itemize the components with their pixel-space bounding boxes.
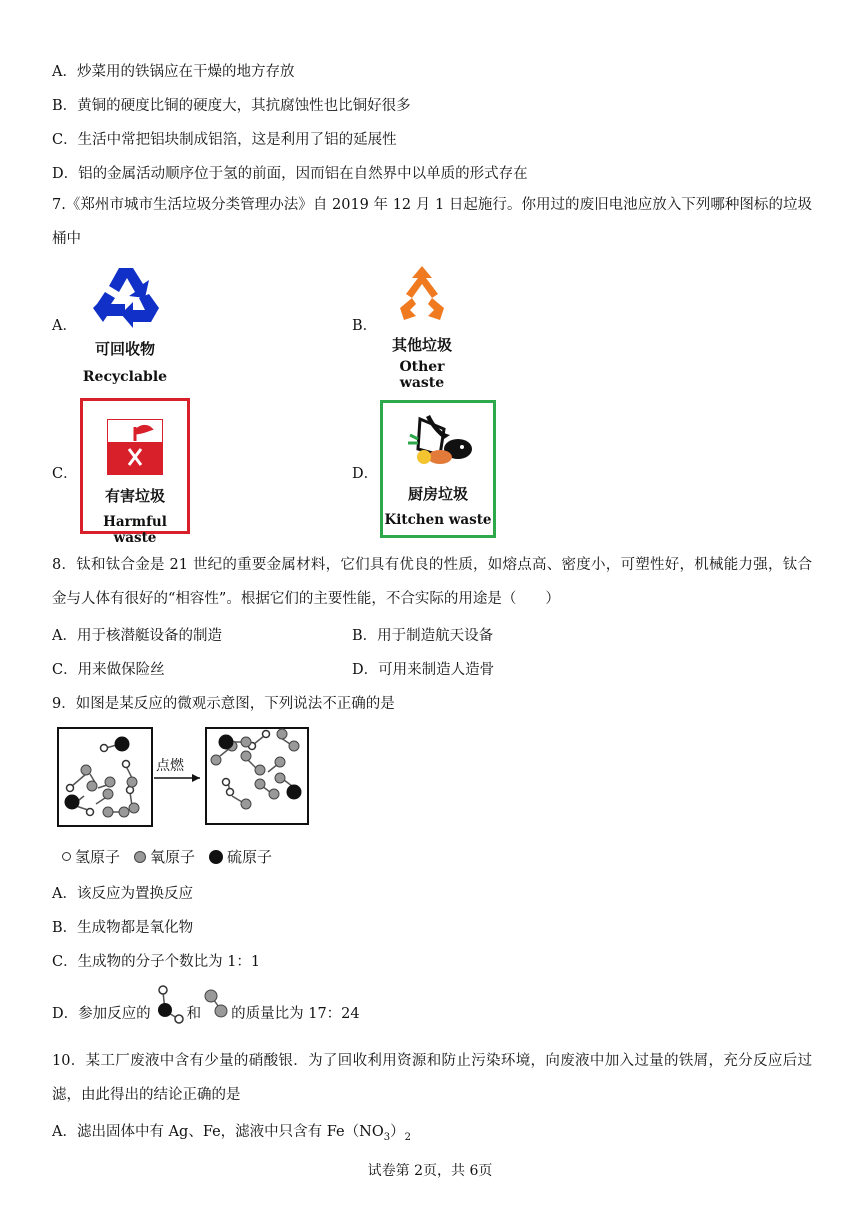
q9-option-d-suffix: 的质量比为 17：24: [231, 1005, 360, 1022]
q10-option-a: [52, 1120, 411, 1143]
kitchen-waste-en-label: Kitchen waste: [384, 512, 492, 528]
kitchen-waste-cn-label: 厨房垃圾: [407, 485, 468, 503]
q7-option-a-label: A．: [52, 318, 77, 334]
q7-option-d-label: D．: [352, 466, 379, 482]
page-footer: 试卷第 2页，共 6页: [367, 1163, 493, 1179]
other-waste-en-label: Other waste: [399, 359, 445, 391]
recycle-icon: [89, 264, 161, 330]
kitchen-waste-icon: [400, 409, 476, 477]
other-waste-sign: [376, 264, 468, 391]
arrow-label: 点燃: [156, 758, 184, 774]
h2s-molecule-icon: [153, 984, 185, 1024]
q7-option-c-label: C．: [52, 466, 78, 482]
q9-option-d-mid: 和: [186, 1005, 202, 1022]
harmful-waste-cn-label: 有害垃圾: [104, 487, 165, 505]
q6-option-c: C．生活中常把铝块制成铝箔，这是利用了铝的延展性: [52, 132, 397, 148]
recyclable-sign: [80, 264, 170, 388]
legend-sulfur: 硫原子: [227, 848, 273, 866]
q10-option-a-text: A．滤出固体中有 Ag、Fe，滤液中只含有 Fe（NO: [52, 1124, 384, 1140]
q6-option-a: A．炒菜用的铁锅应在干燥的地方存放: [52, 64, 295, 80]
o2-molecule-icon: [203, 988, 229, 1022]
q9-option-c: C．生成物的分子个数比为 1：1: [52, 954, 261, 970]
other-waste-cn-label: 其他垃圾: [391, 336, 452, 354]
q10-option-a-sub1: 3: [383, 1131, 391, 1143]
q10-option-a-sub2: 2: [404, 1131, 411, 1143]
q8-option-a: A．用于核潜艇设备的制造: [52, 628, 222, 644]
sulfur-atom-icon: [209, 850, 223, 864]
q9-stem: 9．如图是某反应的微观示意图，下列说法不正确的是: [52, 696, 395, 712]
atom-legend: [62, 846, 272, 867]
q9-option-d: [52, 1000, 360, 1024]
q7-stem: 7.《郑州市城市生活垃圾分类管理办法》自 2019 年 12 月 1 日起施行。你用过的废旧电池应放入下列哪种图标的垃圾桶中: [52, 197, 812, 247]
q9-option-a: A．该反应为置换反应: [52, 886, 193, 902]
kitchen-waste-sign: [380, 400, 496, 538]
hydrogen-atom-icon: [62, 852, 71, 861]
q8-stem: 8．钛和钛合金是 21 世纪的重要金属材料，它们具有优良的性质，如熔点高、密度小，可塑性好，机械能力强，钛合金与人体有很好的“相容性”。根据它们的主要性能，不合实际的用途是（ ）: [52, 557, 812, 607]
recyclable-cn-label: 可回收物: [94, 340, 155, 358]
q7-option-b-label: B．: [352, 318, 378, 334]
harmful-waste-en-label: Harmful waste: [103, 514, 167, 546]
q6-option-b: B．黄铜的硬度比铜的硬度大，其抗腐蚀性也比铜好很多: [52, 98, 411, 114]
q8-option-d: D．可用来制造人造骨: [352, 662, 495, 678]
q9-option-b: B．生成物都是氧化物: [52, 920, 194, 936]
other-waste-icon: [392, 264, 452, 324]
q10-stem: 10．某工厂废液中含有少量的硝酸银．为了回收利用资源和防止污染环境，向废液中加入过量的铁屑，充分反应后过滤，由此得出的结论正确的是: [52, 1053, 812, 1103]
oxygen-atom-icon: [134, 851, 146, 863]
q9-option-d-prefix: D．参加反应的: [52, 1005, 151, 1022]
harmful-waste-icon: [107, 419, 163, 475]
reaction-diagram: [56, 726, 316, 830]
q10-option-a-close: ）: [390, 1124, 405, 1140]
q6-option-d: D．铝的金属活动顺序位于氢的前面，因而铝在自然界中以单质的形式存在: [52, 166, 528, 182]
q8-option-c: C．用来做保险丝: [52, 662, 165, 678]
harmful-waste-sign: [80, 398, 190, 546]
q8-option-b: B．用于制造航天设备: [352, 628, 494, 644]
legend-oxygen: 氧原子: [150, 848, 196, 866]
legend-hydrogen: 氢原子: [75, 848, 121, 866]
recyclable-en-label: Recyclable: [82, 369, 168, 385]
